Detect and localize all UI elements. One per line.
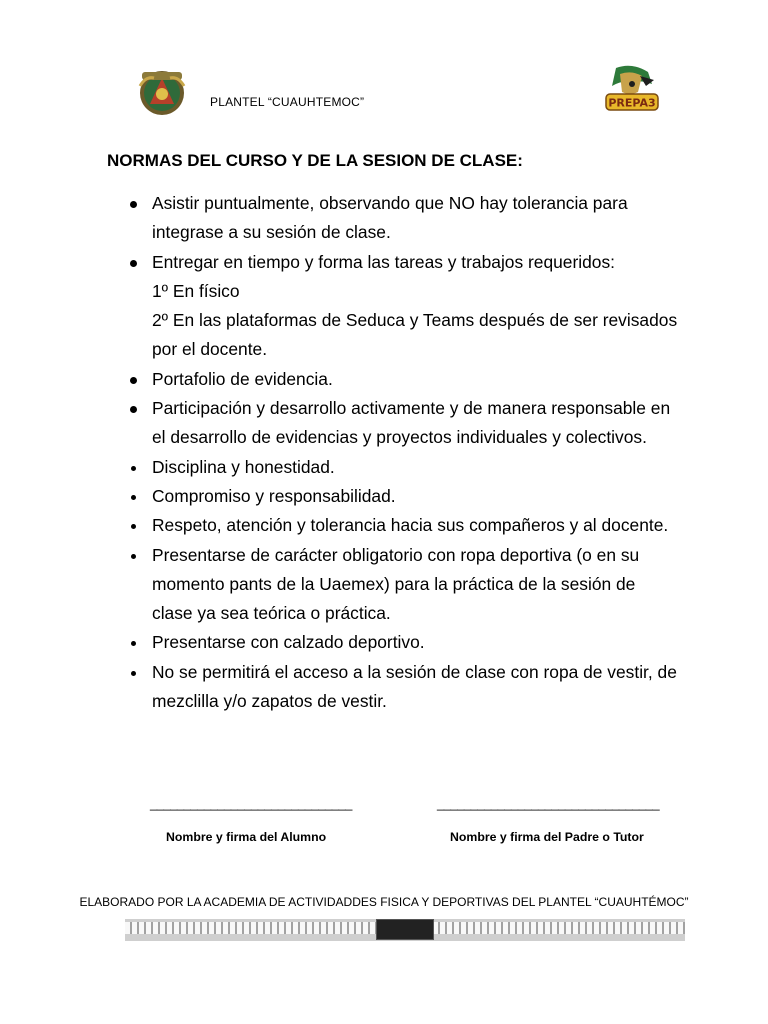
bullet-icon: [131, 466, 136, 471]
rule-text: 1º En físico: [152, 280, 240, 301]
rule-item: [110, 189, 730, 248]
rule-item: [110, 248, 730, 365]
rule-text: integrase a su sesión de clase.: [152, 222, 391, 243]
rule-text: Presentarse de carácter obligatorio con ropa deportiva (o en su: [152, 544, 640, 565]
plantel-name: PLANTEL “CUAUHTEMOC”: [210, 95, 365, 109]
rule-text: Disciplina y honestidad.: [152, 456, 335, 477]
rule-text: por el docente.: [152, 339, 268, 360]
rule-text: No se permitirá el acceso a la sesión de clase con ropa de vestir, de: [152, 661, 677, 682]
parent-signature-line: _________________________________: [437, 796, 660, 811]
rule-item: [110, 628, 730, 657]
bullet-icon: [130, 201, 137, 208]
rule-text: el desarrollo de evidencias y proyectos individuales y colectivos.: [152, 427, 647, 448]
bullet-icon: [131, 495, 136, 500]
student-signature-label: Nombre y firma del Alumno: [166, 830, 327, 844]
bullet-icon: [130, 377, 137, 384]
school-seal-logo: [136, 66, 188, 118]
bullet-icon: [131, 641, 136, 646]
bullet-icon: [131, 671, 136, 676]
rule-text: Portafolio de evidencia.: [152, 368, 333, 389]
rule-text: Respeto, atención y tolerancia hacia sus compañeros y al docente.: [152, 515, 669, 536]
rule-item: [110, 482, 730, 511]
rule-text: Presentarse con calzado deportivo.: [152, 632, 425, 653]
footer-credit: ELABORADO POR LA ACADEMIA DE ACTIVIDADDES FISICA Y DEPORTIVAS DEL PLANTEL “CUAUHTÉMOC”: [79, 895, 689, 909]
prepa3-logo: [602, 64, 660, 114]
bullet-icon: [131, 524, 136, 529]
rule-item: [110, 365, 730, 394]
rule-text: Asistir puntualmente, observando que NO hay tolerancia para: [152, 193, 628, 213]
rule-text: 2º En las plataformas de Seduca y Teams después de ser revisados: [152, 310, 678, 331]
rule-item: [110, 541, 730, 629]
page-title: NORMAS DEL CURSO Y DE LA SESION DE CLASE:: [107, 151, 523, 170]
rule-item: [110, 511, 730, 540]
rules-list: [110, 189, 730, 716]
bullet-icon: [131, 554, 136, 559]
rule-item: [110, 453, 730, 482]
parent-signature-label: Nombre y firma del Padre o Tutor: [450, 830, 644, 844]
rule-item: [110, 658, 730, 717]
footer-emblem: [376, 919, 434, 940]
rule-text: Entregar en tiempo y forma las tareas y trabajos requeridos:: [152, 251, 616, 272]
student-signature-line: ______________________________: [150, 796, 352, 811]
bullet-icon: [130, 260, 137, 267]
prepa3-logo-text: PREPA3: [608, 96, 656, 110]
bullet-icon: [130, 406, 137, 413]
rule-text: clase ya sea teórica o práctica.: [152, 603, 391, 624]
rule-text: momento pants de la Uaemex) para la práctica de la sesión de: [152, 573, 636, 594]
rule-item: [110, 394, 730, 453]
rule-text: mezclilla y/o zapatos de vestir.: [152, 691, 387, 712]
rule-text: Participación y desarrollo activamente y de manera responsable en: [152, 398, 671, 419]
footer-decorative-band: [125, 919, 685, 941]
rule-text: Compromiso y responsabilidad.: [152, 485, 396, 506]
